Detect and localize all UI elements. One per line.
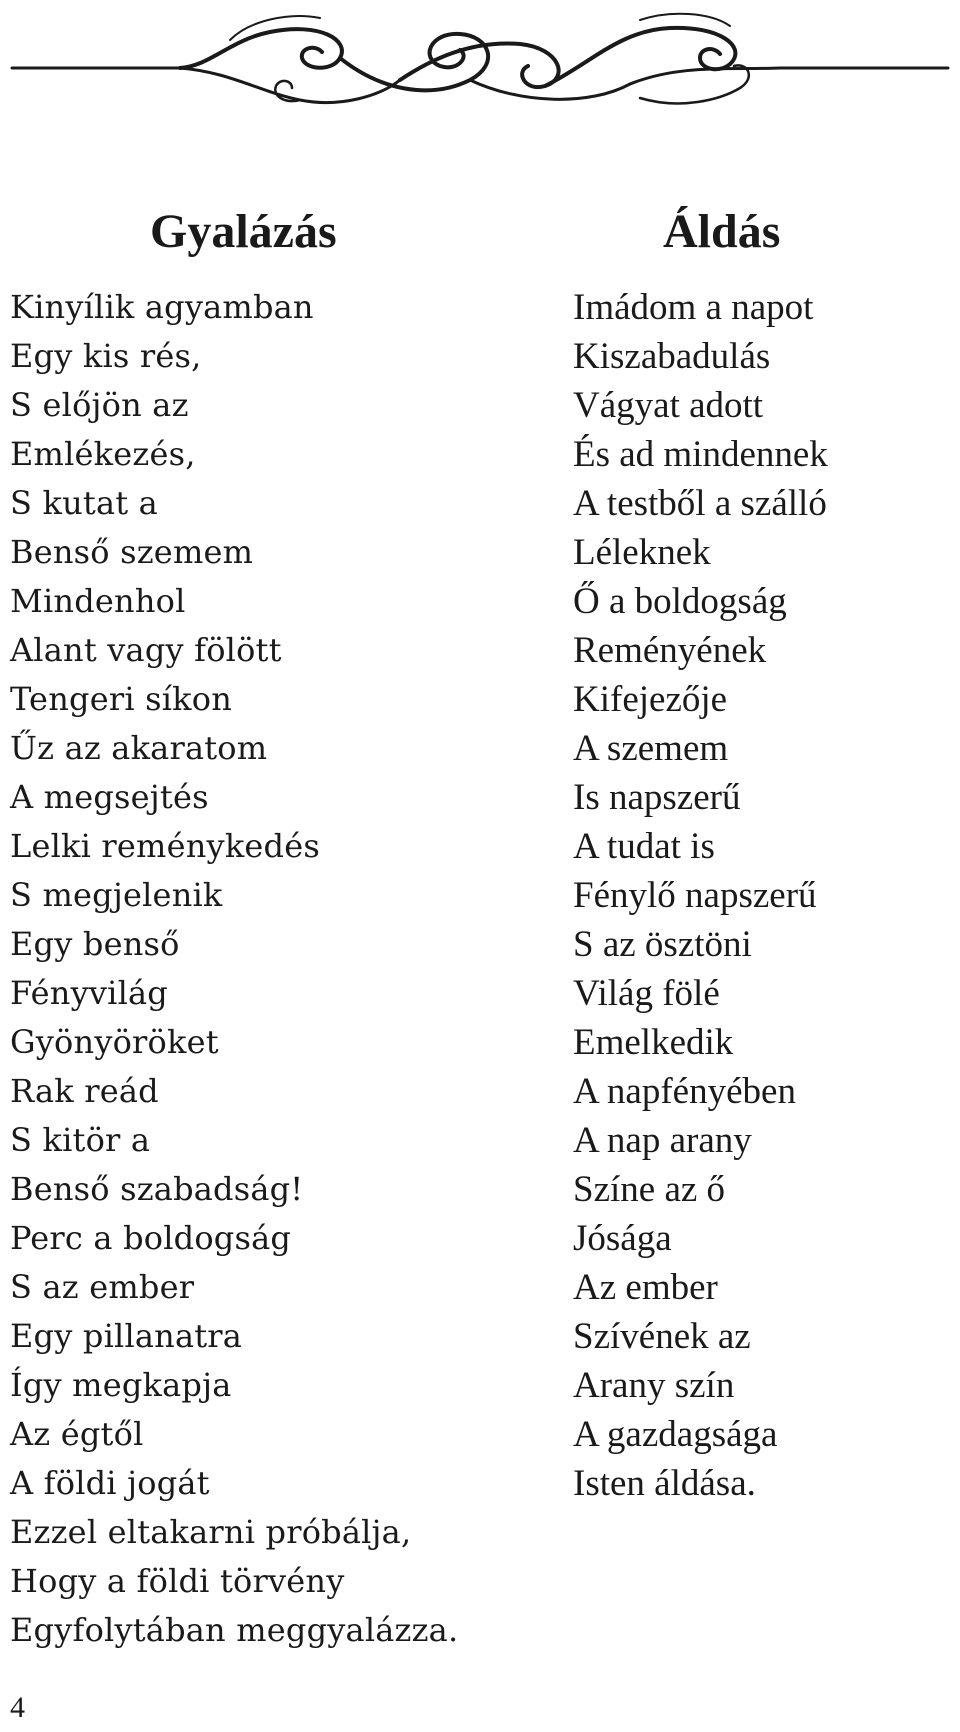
poem-line: Lelki reménykedés xyxy=(10,827,320,865)
poem-line: A gazdagsága xyxy=(573,1414,778,1455)
page-number: 4 xyxy=(10,1691,25,1724)
poem-line: Emlékezés, xyxy=(10,435,196,473)
poem-line: Egy benső xyxy=(10,925,180,963)
poem-line: Imádom a napot xyxy=(573,287,814,328)
poem-line: Az ember xyxy=(573,1267,718,1308)
poem-line: Így megkapja xyxy=(10,1366,232,1404)
poem-line: Alant vagy fölött xyxy=(10,631,282,669)
poem-line: Léleknek xyxy=(573,532,711,573)
poem-line: Kifejezője xyxy=(573,679,728,720)
poem-line: S az ösztöni xyxy=(573,924,752,965)
poem-line: És ad mindennek xyxy=(573,434,828,475)
poem-line: Emelkedik xyxy=(573,1022,734,1063)
poem-line: S kutat a xyxy=(10,484,158,522)
poem-line: A földi jogát xyxy=(10,1464,210,1502)
poem-line: Jósága xyxy=(573,1218,672,1259)
poem-line: Egy pillanatra xyxy=(10,1317,243,1355)
poem-line: Perc a boldogság xyxy=(10,1219,292,1257)
poem-line: A napfényében xyxy=(573,1071,796,1112)
poem-line: Világ fölé xyxy=(573,973,720,1014)
poem-line: Fénylő napszerű xyxy=(573,875,817,916)
poem-line: Színe az ő xyxy=(573,1169,726,1210)
poem-title: Gyalázás xyxy=(150,205,337,259)
poem-lines xyxy=(573,283,828,1508)
poem-line: Ő a boldogság xyxy=(573,581,787,622)
poem-line: Egy kis rés, xyxy=(10,337,202,375)
poem-line: Ezzel eltakarni próbálja, xyxy=(10,1513,412,1551)
poem-line: A szemem xyxy=(573,728,729,769)
poem-line: Fényvilág xyxy=(10,974,168,1012)
poem-line: A nap arany xyxy=(573,1120,752,1161)
poem-line: Hogy a földi törvény xyxy=(10,1562,345,1600)
flourish-divider-icon xyxy=(0,0,960,140)
poem-line: Isten áldása. xyxy=(573,1463,756,1504)
poem-line: Benső szemem xyxy=(10,533,254,571)
poem-line: Is napszerű xyxy=(573,777,741,818)
poem-line: A megsejtés xyxy=(10,778,209,816)
poem-line: Gyönyöröket xyxy=(10,1023,219,1061)
poem-title: Áldás xyxy=(663,205,781,259)
poem-line: Vágyat adott xyxy=(573,385,764,426)
poem-line: Egyfolytában meggyalázza. xyxy=(10,1611,459,1649)
poem-line: Szívének az xyxy=(573,1316,751,1357)
poem-lines xyxy=(10,283,458,1655)
poem-line: Mindenhol xyxy=(10,582,186,620)
poem-line: Az égtől xyxy=(10,1415,144,1453)
poem-line: A tudat is xyxy=(573,826,715,867)
poem-line: S az ember xyxy=(10,1268,195,1306)
poem-line: S előjön az xyxy=(10,386,189,424)
poem-line: Kiszabadulás xyxy=(573,336,771,377)
poem-line: Reményének xyxy=(573,630,767,671)
poem-line: Tengeri síkon xyxy=(10,680,233,718)
poem-line: S kitör a xyxy=(10,1121,151,1159)
poem-line: S megjelenik xyxy=(10,876,223,914)
poem-line: Űz az akaratom xyxy=(10,729,268,767)
poem-line: Kinyílik agyamban xyxy=(10,288,314,326)
poem-line: Arany szín xyxy=(573,1365,735,1406)
poem-line: Benső szabadság! xyxy=(10,1170,304,1208)
poem-line: Rak reád xyxy=(10,1072,159,1110)
poem-line: A testből a szálló xyxy=(573,483,827,524)
